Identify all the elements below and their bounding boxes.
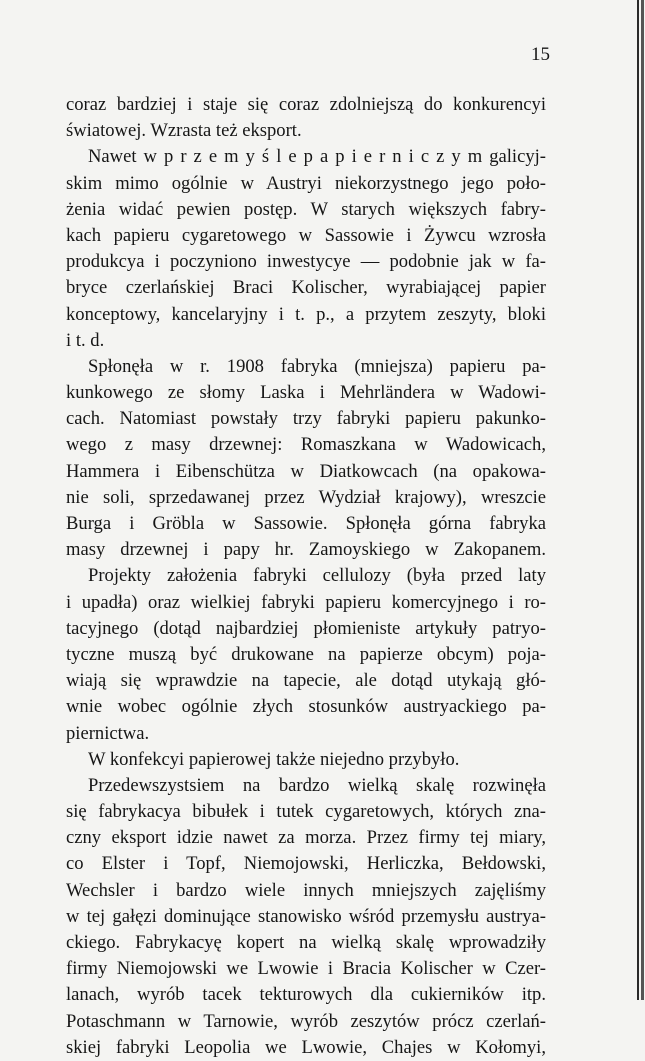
page-edge-line [637, 0, 639, 1000]
text-line: Hammera i Eibenschütza w Diatkowcach (na opakowa- [66, 460, 546, 482]
text-line: bryce czerlańskiej Braci Kolischer, wyrabiającej papier [66, 277, 546, 299]
text-line: produkcya i poczyniono inwestycye — podobnie jak w fa- [66, 251, 546, 273]
text-line: tyczne muszą być drukowane na papierze obcym) poja- [66, 643, 546, 665]
text-line: i t. d. [66, 329, 105, 351]
page-number: 15 [531, 44, 550, 65]
text-line: konceptowy, kancelaryjny i t. p., a przytem zeszyty, bloki [66, 303, 546, 325]
text-line: wnie wobec ogólnie złych stosunków austryackiego pa- [66, 696, 546, 718]
text-line: skim mimo ogólnie w Austryi niekorzystnego jego poło- [66, 172, 546, 194]
text-line: ckiego. Fabrykacyę kopert na wielką skalę wprowadziły [66, 932, 546, 953]
text-line: i upadła) oraz wielkiej fabryki papieru komercyjnego i ro- [66, 591, 546, 613]
text-line: lanach, wyrób tacek tekturowych dla cukierników itp. [66, 984, 546, 1006]
text-line: Spłonęła w r. 1908 fabryka (mniejsza) papieru pa- [88, 355, 546, 377]
text-line: czny eksport idzie nawet za morza. Przez firmy tej miary, [66, 827, 546, 849]
body-text [66, 92, 546, 1061]
text-line: Wechsler i bardzo wiele innych mniejszych zajęliśmy [66, 879, 546, 901]
text-line: kach papieru cygaretowego w Sassowie i Żywcu wzrosła [66, 224, 546, 246]
text-line: wego z masy drzewnej: Romaszkana w Wadowicach, [66, 434, 546, 456]
text-line: Potaschmann w Tarnowie, wyrób zeszytów prócz czerlań- [66, 1010, 546, 1032]
text-line: coraz bardziej i staje się coraz zdolniejszą do konkurencyi [66, 94, 546, 115]
text-line: cach. Natomiast powstały trzy fabryki papieru pakunko- [66, 408, 546, 430]
text-line: kunkowego ze słomy Laska i Mehrländera w Wadowi- [66, 382, 546, 404]
text-line: piernictwa. [66, 722, 150, 744]
text-line: Projekty założenia fabryki cellulozy (była przed laty [88, 565, 546, 587]
text-line: tacyjnego (dotąd najbardziej płomieniste artykuły patryo- [66, 617, 546, 639]
text-line: co Elster i Topf, Niemojowski, Herliczka, Bełdowski, [66, 853, 546, 875]
text-line: masy drzewnej i papy hr. Zamoyskiego w Zakopanem. [66, 539, 546, 561]
text-line: Przedewszystsiem na bardzo wielką skalę rozwinęła [88, 774, 546, 796]
text-line: wiają się wprawdzie na tapecie, ale dotąd utykają głó- [66, 670, 546, 692]
text-line: Nawet w p r z e m y ś l e p a p i e r n i c z y m galicyj- [88, 146, 546, 168]
page-edge-shadow [641, 0, 644, 1000]
text-line: się fabrykacya bibułek i tutek cygaretowych, których zna- [66, 801, 546, 823]
text-line: W konfekcyi papierowej także niejedno przybyło. [88, 748, 460, 770]
text-line: żenia widać pewien postęp. W starych większych fabry- [66, 198, 546, 220]
text-line: nie soli, sprzedawanej przez Wydział krajowy), wreszcie [66, 486, 546, 508]
text-line: firmy Niemojowski we Lwowie i Bracia Kolischer w Czer- [66, 958, 546, 980]
text-line: w tej gałęzi dominujące stanowisko wśród przemysłu austrya- [66, 905, 546, 927]
text-line: skiej fabryki Leopolia we Lwowie, Chajes w Kołomyi, [66, 1036, 546, 1058]
text-line: światowej. Wzrasta też eksport. [66, 120, 302, 142]
text-line: Burga i Gröbla w Sassowie. Spłonęła górna fabryka [66, 513, 546, 534]
